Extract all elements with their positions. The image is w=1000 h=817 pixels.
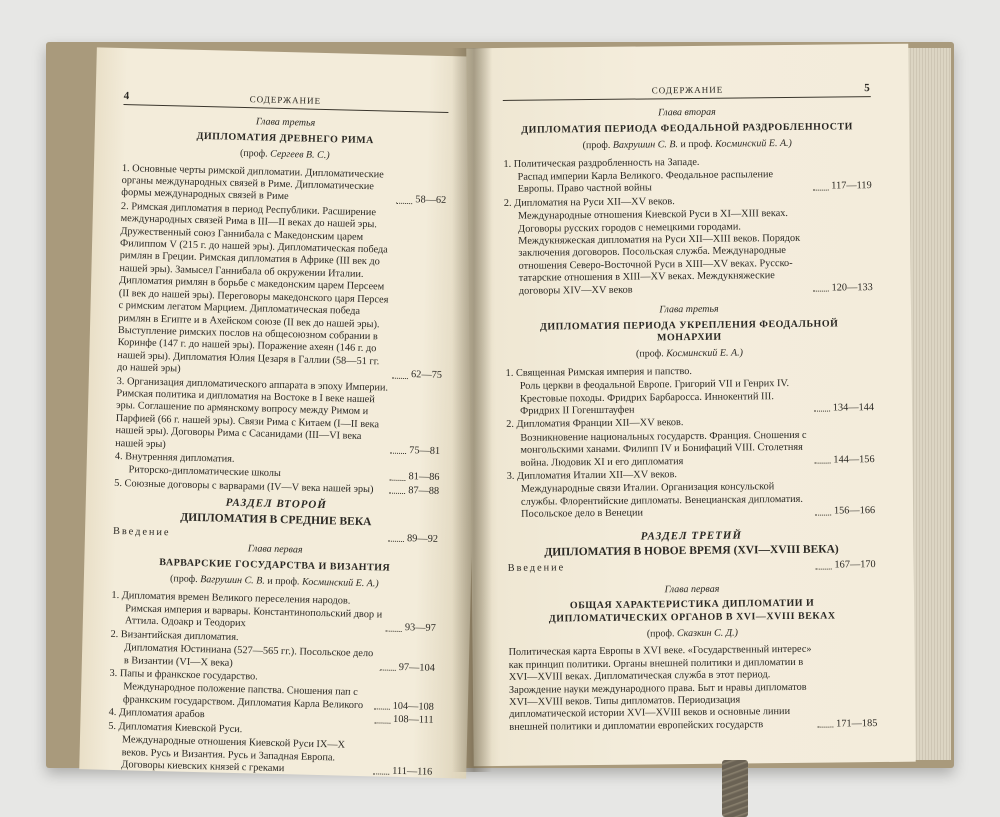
right-page: [466, 44, 915, 767]
chapter-label: Глава первая: [664, 583, 720, 596]
chapter-title: ДИПЛОМАТИЯ ПЕРИОДА ФЕОДАЛЬНОЙ РАЗДРОБЛЕННОСТИ: [521, 121, 853, 136]
toc-entry-pages: 62—75: [410, 369, 443, 382]
leader-dots: [386, 630, 402, 631]
leader-dots: [390, 453, 406, 454]
leader-dots: [389, 493, 405, 494]
toc-entry: [506, 429, 874, 470]
toc-entry-text: Возникновение национальных государств. Франция. Сношения с монгольскими ханами. Филипп IV и Бонифаций VIII. Столетняя война. Людовик XI и его дипломатия: [520, 429, 807, 469]
running-head: [123, 90, 448, 113]
bookmark-ribbon: [722, 760, 748, 817]
section-title: ДИПЛОМАТИЯ В НОВОЕ ВРЕМЯ (XVI—XVIII ВЕКА): [544, 543, 839, 559]
author-name: Косминский Е. А.): [666, 347, 743, 360]
author-name: Вагрушин С. В.: [200, 574, 265, 587]
toc-entry-text: 3. Папы и франкское государство.: [109, 667, 258, 683]
toc-entry-text: Международное положение папства. Сношения пап с франкским государством. Дипломатия Карла Великого: [122, 681, 364, 711]
author-name: Косминский Е. А.): [715, 138, 792, 150]
leader-dots: [814, 463, 830, 464]
toc-entry-text: 4. Внутренняя дипломатия.: [114, 450, 235, 465]
toc-entry: [115, 375, 442, 457]
toc-entry: [504, 207, 873, 298]
chapter-title: ДИПЛОМАТИЯ ДРЕВНЕГО РИМА: [196, 130, 374, 146]
toc-entries: [107, 590, 436, 779]
running-head-title: СОДЕРЖАНИЕ: [249, 94, 322, 106]
leader-dots: [816, 568, 832, 569]
section-label: РАЗДЕЛ ВТОРОЙ: [225, 496, 327, 512]
leader-dots: [813, 291, 829, 292]
toc-entry-text: 4. Дипломатия арабов: [108, 707, 205, 721]
author-join: и проф.: [267, 575, 300, 588]
toc-entries: [509, 644, 878, 735]
toc-entry-pages: 75—81: [409, 444, 441, 457]
chapter-label: Глава первая: [247, 543, 303, 556]
toc-entry: [107, 734, 433, 779]
chapter-author: [112, 572, 437, 592]
toc-entry-text: 3. Организация дипломатического аппарата в эпоху Империи. Римская политика и дипломатия на Востоке в I веке нашей эры. Соглашение по армянскому вопросу между Римом и Парфией (66 г. нашей эры). Связи Рима с Китаем (I—II века нашей эры). Договоры Рима с Сасанидами (III—VI века нашей эры): [115, 375, 389, 450]
right-page-content: [466, 44, 915, 767]
toc-entry: [509, 644, 878, 735]
toc-entry-text: Введение: [112, 525, 171, 539]
toc-entry-text: Введение: [507, 562, 566, 575]
toc-entry-text: 1. Основные черты римской дипломатии. Дипломатические органы международных связей в Риме. Дипломатические формы международных связей в Риме: [121, 162, 384, 203]
toc-entry-pages: 58—62: [415, 194, 447, 207]
toc-entry-text: 5. Дипломатия Киевской Руси.: [108, 720, 243, 735]
toc-entry-text: 2. Римская дипломатия в период Республики. Расширение международных связей Рима в III—II веках до нашей эры. Дружественный союз Ганнибала с Македонским царем Филиппом V (215 г. до нашей эры). Дипломатическая победа римлян в Греции. Римская дипломатия в Африке (III век до нашей эры). Замысел Ганнибала об окружении Италии. Дипломатия римлян в борьбе с македонским царем Персеем (II век до нашей эры). Переговоры македонского царя Персея с римским легатом Марцием. Дипломатическая победа римлян в Египте и в Ахейском союзе (II век до нашей эры). Выступление римских послов на общесоюзном собрании в Коринфе (147 г. до нашей эры). Поражение ахеян (146 г. до нашей эры). Дипломатия Юлия Цезаря в Галлии (58—51 гг. до нашей эры): [116, 200, 389, 375]
leader-dots: [396, 203, 412, 204]
toc-entry-pages: 117—119: [831, 180, 872, 192]
author-name: Косминский Е. А.): [301, 576, 379, 590]
toc-entry-text: 1. Дипломатия времен Великого переселения народов.: [111, 589, 351, 607]
toc-entry-text: Римская империя и варвары. Константинопольский двор и Аттила. Одоакр и Теодорих: [124, 603, 383, 630]
toc-entry-pages: 81—86: [408, 471, 440, 484]
toc-entry-pages: 89—92: [406, 533, 439, 545]
toc-entry: [507, 480, 875, 521]
toc-entry-pages: 171—185: [836, 717, 878, 730]
page-number: 5: [864, 82, 871, 95]
author-prefix: (проф.: [169, 573, 198, 586]
author-prefix: (проф.: [239, 148, 268, 160]
left-page-content: [79, 47, 484, 778]
toc-entry-text: Дипломатия Юстиниана (527—565 гг.). Посольское дело в Византии (VI—X века): [123, 642, 374, 669]
toc-entry-text: 2. Византийская дипломатия.: [110, 628, 239, 643]
leader-dots: [815, 514, 831, 515]
leader-dots: [373, 774, 389, 775]
author-name: Вахрушин С. В.: [612, 139, 679, 152]
toc-entry-pages: 87—88: [408, 484, 440, 497]
author-prefix: (проф.: [582, 140, 611, 152]
chapter-author: [122, 145, 447, 165]
toc-entry-pages: 144—156: [833, 453, 875, 466]
author-name: Сергеев В. С.): [270, 148, 330, 162]
chapter-author: [508, 626, 876, 642]
toc-entry-text: Политическая карта Европы в XVI веке. «Государственный интерес» как принцип политики. Органы внешней политики и дипломатии в XVI—XVIII веках. Дипломатическая служба в этот период. Зарождение науки международного права. Быт и нравы дипломатов XVI—XVIII веков. Типы дипломатов. Периодизация дипломатической истории XVI—XVIII веков и основные линии внешней политики и дипломатии европейских государств: [508, 644, 812, 733]
toc-entry-text: 2. Дипломатия Франции XII—XV веков.: [506, 417, 684, 431]
running-head: [503, 82, 871, 101]
toc-entry-text: 3. Дипломатия Италии XII—XV веков.: [506, 469, 678, 482]
chapter-label: Глава третья: [659, 303, 719, 316]
toc-entry-pages: 120—133: [831, 281, 873, 294]
section-title: ДИПЛОМАТИЯ В СРЕДНИЕ ВЕКА: [180, 511, 372, 528]
toc-entry-text: 5. Союзные договоры с варварами (IV—V века нашей эры): [114, 477, 374, 496]
author-name: Сказкин С. Д.): [676, 627, 739, 640]
chapter-author: [503, 137, 871, 153]
leader-dots: [374, 709, 390, 710]
chapter-title: ДИПЛОМАТИЯ ПЕРИОДА УКРЕПЛЕНИЯ ФЕОДАЛЬНОЙ МОНАРХИИ: [539, 317, 839, 344]
author-prefix: (проф.: [635, 348, 664, 360]
leader-dots: [389, 479, 405, 480]
toc-entry-text: 2. Дипломатия на Руси XII—XV веков.: [503, 196, 675, 209]
chapter-author: [505, 346, 873, 362]
leader-dots: [812, 189, 828, 190]
toc-entry-pages: 111—116: [392, 765, 433, 778]
leader-dots: [374, 722, 390, 723]
chapter-title: ВАРВАРСКИЕ ГОСУДАРСТВА И ВИЗАНТИЯ: [159, 556, 391, 574]
running-head-title: СОДЕРЖАНИЕ: [651, 84, 724, 96]
leader-dots: [388, 541, 404, 542]
toc-entry-pages: 104—108: [392, 700, 434, 713]
toc-entries: [506, 364, 876, 522]
section-label: РАЗДЕЛ ТРЕТИЙ: [640, 529, 743, 543]
toc-entry-pages: 156—166: [833, 505, 876, 517]
leader-dots: [380, 670, 396, 671]
leader-dots: [817, 727, 833, 728]
toc-entry-text: 1. Политическая раздробленность на Западе.: [503, 156, 700, 170]
toc-entry-text: Распад империи Карла Великого. Феодальное распыление Европы. Право частной войны: [517, 169, 774, 196]
toc-entry-text: Международные отношения Киевской Руси IX—X веков. Русь и Византия. Русь и Западная Европа. Договоры киевских князей с греками: [121, 734, 346, 775]
toc-entry: [117, 201, 446, 383]
toc-entries: [503, 155, 872, 298]
toc-entries: [114, 163, 447, 498]
toc-entry-pages: 108—111: [392, 714, 434, 727]
toc-entry: [504, 168, 872, 197]
chapter-label: Глава вторая: [658, 107, 716, 119]
chapter-title: ОБЩАЯ ХАРАКТЕРИСТИКА ДИПЛОМАТИИ И ДИПЛОМАТИЧЕСКИХ ОРГАНОВ В XVI—XVIII ВЕКАХ: [548, 597, 836, 625]
author-prefix: (проф.: [646, 628, 675, 640]
toc-entry-text: 1. Священная Римская империя и папство.: [505, 365, 692, 379]
leader-dots: [392, 377, 408, 378]
toc-entry-pages: 93—97: [404, 622, 436, 635]
toc-entry-pages: 167—170: [834, 559, 876, 571]
toc-entry-text: Международные связи Италии. Организация консульской службы. Флорентийские дипломаты. Венецианская дипломатия. Посольское дело в Венеции: [520, 481, 803, 520]
toc-entry-pages: 97—104: [398, 661, 435, 674]
author-join: и проф.: [680, 138, 713, 151]
leader-dots: [814, 411, 830, 412]
toc-entry-text: Международные отношения Киевской Руси в XI—XIII веках. Договоры русских городов с немецкими городами. Междукняжеская дипломатия на Руси XII—XIII веков. Порядок заключения договоров. Посольская служба. Международные отношения Северо-Восточной Руси в XIII—XV веках. Русско-татарские отношения в XIII—XV веках. Междукняжеские договоры XIV—XV веков: [517, 208, 801, 297]
toc-entry: [121, 163, 447, 208]
toc-entry: [508, 559, 876, 575]
toc-entry-text: Риторско-дипломатические школы: [128, 464, 282, 480]
chapter-label: Глава третья: [255, 116, 316, 130]
left-page: [79, 47, 484, 778]
page-number: 4: [123, 90, 131, 103]
toc-entry-text: Роль церкви в феодальной Европе. Григорий VII и Генрих IV. Крестовые походы. Фридрих Барбаросса. Иннокентий III. Фридрих II Гогенштауфен: [519, 378, 790, 417]
toc-entry-pages: 134—144: [832, 402, 875, 414]
toc-entry: [506, 377, 874, 418]
